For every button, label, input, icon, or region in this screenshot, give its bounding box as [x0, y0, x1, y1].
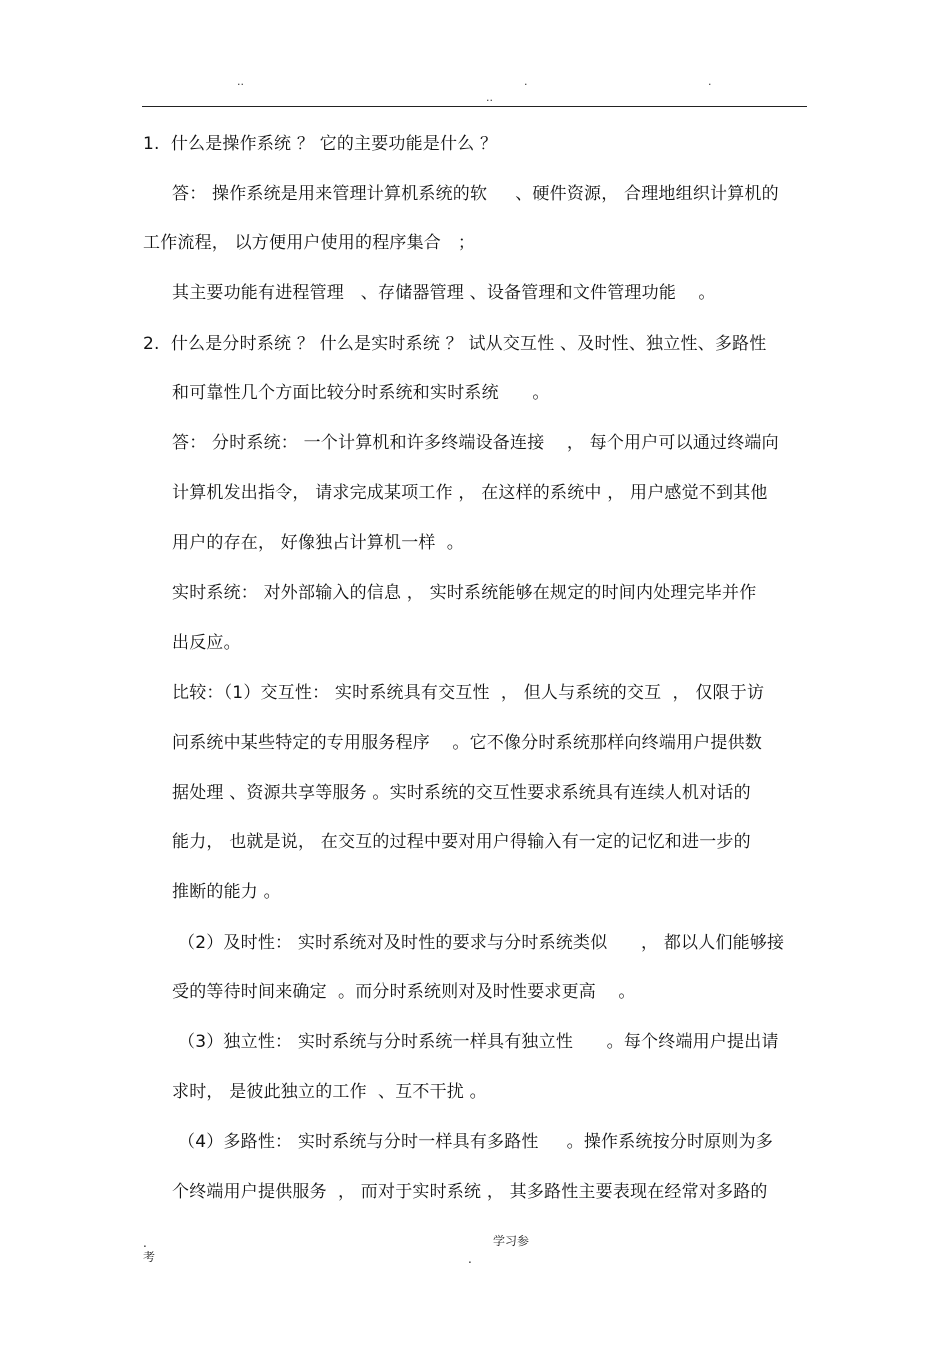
footer-center-text: 学习参: [493, 1234, 530, 1248]
answer-2-line-3: 用户的存在， 好像独占计算机一样 。: [172, 533, 465, 553]
answer-2-line-4: 实时系统： 对外部输入的信息 ， 实时系统能够在规定的时间内处理完毕并作: [172, 583, 757, 603]
answer-2-line-2: 计算机发出指令， 请求完成某项工作 ， 在这样的系统中 ， 用户感觉不到其他: [172, 483, 768, 503]
footer-left-text: 考: [143, 1250, 156, 1264]
answer-1-line-1: 答： 操作系统是用来管理计算机系统的软 、硬件资源， 合理地组织计算机的: [172, 184, 779, 204]
compare-line-11: 个终端用户提供服务 ， 而对于实时系统 ， 其多路性主要表现在经常对多路的: [172, 1182, 768, 1202]
compare-line-2: 问系统中某些特定的专用服务程序 。它不像分时系统那样向终端用户提供数: [172, 733, 763, 753]
question-2-line-1: 2. 什么是分时系统 ？ 什么是实时系统 ？ 试从交互性 、及时性、独立性、多路性: [143, 334, 767, 354]
question-2-line-2: 和可靠性几个方面比较分时系统和实时系统 。: [172, 383, 550, 403]
header-mark-1: ..: [237, 75, 244, 88]
header-mark-2: .: [524, 75, 528, 88]
answer-1-line-2: 工作流程， 以方便用户使用的程序集合 ；: [143, 233, 476, 253]
header-rule: [142, 106, 807, 107]
compare-line-5: 推断的能力 。: [172, 882, 281, 902]
answer-2-line-1: 答： 分时系统： 一个计算机和许多终端设备连接 ， 每个用户可以通过终端向: [172, 433, 779, 453]
compare-line-9: 求时， 是彼此独立的工作 、互不干扰 。: [172, 1082, 487, 1102]
compare-line-8: （3）独立性： 实时系统与分时系统一样具有独立性 。每个终端用户提出请: [178, 1032, 779, 1052]
compare-line-4: 能力， 也就是说， 在交互的过程中要对用户得输入有一定的记忆和进一步的: [172, 832, 751, 852]
header-mark-4: ..: [486, 91, 493, 104]
compare-line-7: 受的等待时间来确定 。而分时系统则对及时性要求更高 。: [172, 982, 636, 1002]
footer-right-dot: .: [468, 1252, 472, 1266]
question-1: 1. 什么是操作系统 ？ 它的主要功能是什么 ？: [143, 134, 498, 154]
header-mark-3: .: [708, 75, 712, 88]
answer-1-line-3: 其主要功能有进程管理 、存储器管理 、设备管理和文件管理功能 。: [172, 283, 716, 303]
footer-left-dot: .: [143, 1236, 147, 1250]
compare-line-3: 据处理 、资源共享等服务 。实时系统的交互性要求系统具有连续人机对话的: [172, 783, 751, 803]
compare-line-1: 比较：（1）交互性： 实时系统具有交互性 ， 但人与系统的交互 ， 仅限于访: [172, 683, 765, 703]
compare-line-10: （4）多路性： 实时系统与分时一样具有多路性 。操作系统按分时原则为多: [178, 1132, 774, 1152]
compare-line-6: （2）及时性： 实时系统对及时性的要求与分时系统类似 ， 都以人们能够接: [178, 933, 785, 953]
answer-2-line-5: 出反应。: [172, 633, 241, 653]
